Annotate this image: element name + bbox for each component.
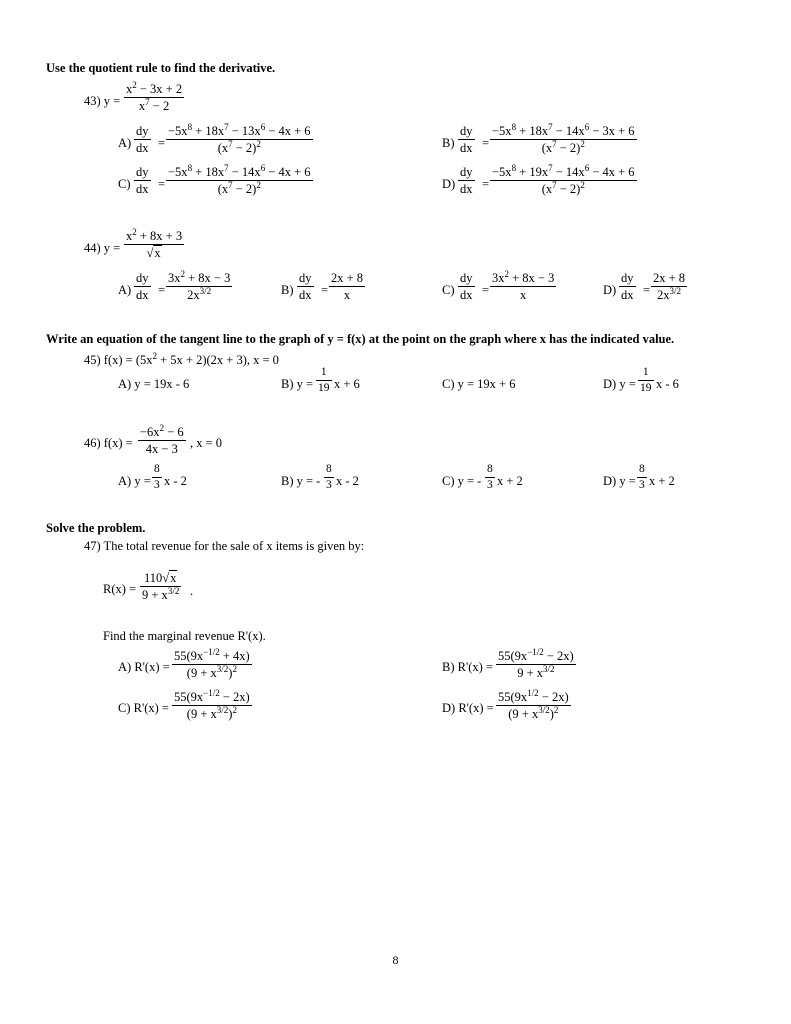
q44-choice-d-fraction: $\frac{2x + 8}{2x^{3/2}}$ (653, 271, 686, 302)
q43-choice-c-dydx: $\frac{dy}{dx}$ (136, 165, 149, 196)
q43-label: 43) y = (84, 94, 121, 108)
q44-choice-d-dydx: $\frac{dy}{dx}$ (621, 271, 634, 302)
q47-choice-b-label: B) R'(x) = (442, 660, 493, 674)
q44-choice-a-dydx: $\frac{dy}{dx}$ (136, 271, 149, 302)
q43-numerator: $x^2 - 3x + 2$ (126, 80, 183, 96)
q47-r-tail: . (190, 584, 194, 598)
q46-choice-a-label: A) y = (118, 474, 151, 488)
q47-text: 47) The total revenue for the sale of x items is given by: (84, 539, 365, 553)
q43-choice-d-fraction: $\frac{-5x^8 + 19x^7 - 14x^6 - 4x + 6}{(x^7 - 2)^2}$ (492, 163, 635, 196)
q47-choice-d-fraction: $\frac{55(9x^{1/2} - 2x)}{(9 + x^{3/2})^2}$ (498, 688, 569, 721)
q44-choice-b-label: B) (281, 283, 294, 297)
q44-choice-b-fraction: $\frac{2x + 8}{x}$ (331, 271, 364, 302)
q43-choice-a-label: A) (118, 136, 132, 150)
q43-choice-c-label: C) (118, 177, 131, 191)
q47-choice-d-label: D) R'(x) = (442, 701, 494, 715)
q43-choice-d-dydx: $\frac{dy}{dx}$ (460, 165, 473, 196)
q43-choice-b-dydx: $\frac{dy}{dx}$ (460, 124, 473, 155)
q44-choice-c-fraction: $\frac{3x^2 + 8x - 3}{x}$ (492, 269, 555, 302)
q45-choice-d-label: D) y = (603, 377, 636, 391)
q46-choice-b-label: B) y = (281, 474, 314, 488)
q46-choice-d-label: D) y = (603, 474, 636, 488)
q45-choice-c: C) y = 19x + 6 (442, 377, 516, 391)
q44-label: 44) y = (84, 241, 121, 255)
q45-choice-d-rest: x - 6 (656, 377, 679, 391)
q43-choice-d-label: D) (442, 177, 456, 191)
q46-choice-c-label: C) y = (442, 474, 475, 488)
q43-choice-b-eq: = (482, 136, 490, 150)
page-number: 8 (392, 953, 399, 967)
q44-choice-a-label: A) (118, 283, 132, 297)
q46-choice-c-sign: - (477, 474, 482, 488)
q46-choice-d-fraction: $\frac{8}{3}$ (639, 463, 645, 491)
q43-choice-d-eq: = (482, 177, 490, 191)
q43-choice-a-eq: = (158, 136, 166, 150)
q43-choice-b-label: B) (442, 136, 455, 150)
q47-choice-c-fraction: $\frac{55(9x^{-1/2} - 2x)}{(9 + x^{3/2})^2}$ (174, 688, 250, 721)
q44-choice-b-dydx: $\frac{dy}{dx}$ (299, 271, 312, 302)
q47-choice-a-label: A) R'(x) = (118, 660, 170, 674)
q47-r-fraction: $\frac{110√x}{9 + x^{3/2}}$ (142, 571, 180, 602)
q44-choice-c-dydx: $\frac{dy}{dx}$ (460, 271, 473, 302)
q46-tail: , x = 0 (190, 436, 223, 450)
q43-choice-a-fraction: $\frac{-5x^8 + 18x^7 - 13x^6 - 4x + 6}{(x^7 - 2)^2}$ (168, 122, 311, 155)
q45-choice-b-fraction: $\frac{1}{19}$ (318, 366, 330, 394)
q45-choice-d-fraction: $\frac{1}{19}$ (640, 366, 652, 394)
q46-choice-d-rest: x + 2 (649, 474, 675, 488)
q43-denominator: $x^7 - 2$ (138, 96, 170, 113)
q43-fraction (124, 80, 184, 113)
q43-choice-b-fraction: $\frac{-5x^8 + 18x^7 - 14x^6 - 3x + 6}{(x^7 - 2)^2}$ (492, 122, 635, 155)
q46-choice-c-fraction: $\frac{8}{3}$ (487, 463, 493, 491)
q46-choice-b-sign: - (316, 474, 321, 488)
q47-r-label: R(x) = (103, 582, 137, 596)
q47-choice-c-label: C) R'(x) = (118, 701, 169, 715)
q44-choice-c-eq: = (482, 283, 490, 297)
q43-choice-c-fraction: $\frac{-5x^8 + 18x^7 - 14x^6 - 4x + 6}{(x^7 - 2)^2}$ (168, 163, 311, 196)
q45-text: 45) $f(x) = (5x^2 + 5x + 2)(2x + 3)$, x = 0 (84, 351, 279, 367)
q43-choice-a-dydx: $\frac{dy}{dx}$ (136, 124, 149, 155)
q44-choice-d-label: D) (603, 283, 617, 297)
q46-choice-a-rest: x - 2 (164, 474, 187, 488)
q44-choice-a-fraction: $\frac{3x^2 + 8x - 3}{2x^{3/2}}$ (168, 269, 231, 302)
q44-fraction: $\frac{x^2 + 8x + 3}{√x}$ (126, 227, 183, 260)
q46-fraction: $\frac{-6x^2 - 6}{4x - 3}$ (140, 423, 184, 456)
q46-choice-b-rest: x - 2 (336, 474, 359, 488)
q44-choice-b-eq: = (321, 283, 329, 297)
q45-choice-a: A) y = 19x - 6 (118, 377, 190, 391)
q44-choice-c-label: C) (442, 283, 455, 297)
q47-choice-b-fraction: $\frac{55(9x^{-1/2} - 2x)}{9 + x^{3/2}}$ (498, 647, 574, 680)
section-heading-tangent-line: Write an equation of the tangent line to the graph of y = f(x) at the point on the graph where x has the indicated value. (46, 332, 675, 346)
q46-choice-b-fraction: $\frac{8}{3}$ (326, 463, 332, 491)
q43-choice-c-eq: = (158, 177, 166, 191)
q46-choice-c-rest: x + 2 (497, 474, 523, 488)
q44-choice-a-eq: = (158, 283, 166, 297)
q46-choice-a-fraction: $\frac{8}{3}$ (154, 463, 160, 491)
q45-choice-b-label: B) y = (281, 377, 314, 391)
q44-choice-d-eq: = (643, 283, 651, 297)
q45-choice-b-rest: x + 6 (334, 377, 360, 391)
section-heading-solve: Solve the problem. (46, 521, 146, 535)
q47-choice-a-fraction: $\frac{55(9x^{-1/2} + 4x)}{(9 + x^{3/2})^2}$ (174, 647, 250, 680)
q46-label: 46) f(x) = (84, 436, 133, 450)
q47-prompt: Find the marginal revenue R'(x). (103, 629, 266, 643)
section-heading-quotient-rule: Use the quotient rule to find the derivative. (46, 61, 276, 75)
